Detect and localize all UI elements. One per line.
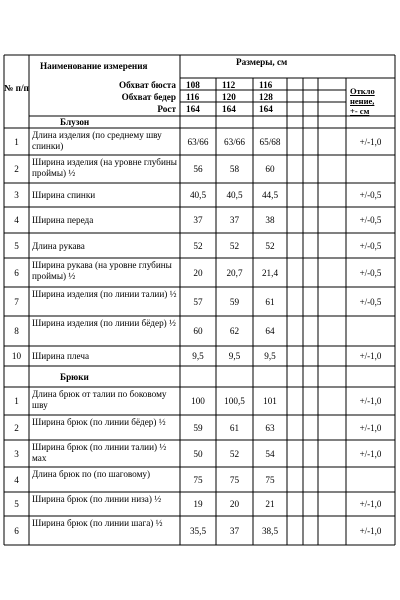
deviation-value: +/-1,0 (359, 525, 382, 536)
deviation-header-line-2: нение, (350, 96, 375, 106)
measurement-name: Ширина брюк (по линии бёдер) ½ (32, 417, 166, 427)
size-value-1: 100 (191, 396, 205, 406)
measurement-name: Ширина изделия (на уровне глубины проймы) ½ (32, 157, 177, 178)
section-title-blouse: Блузон (60, 117, 90, 127)
size-value-1: 35,5 (189, 525, 207, 536)
size-value-2: 20 (229, 499, 240, 509)
measurement-name: Ширина рукава (на уровне глубины проймы) ½ (32, 260, 172, 281)
size-value-2: 58 (229, 164, 240, 174)
measure-label-height: Рост (157, 104, 176, 114)
row-number: 4 (14, 474, 19, 485)
size-value-1: 56 (193, 164, 203, 174)
size-value-3: 38 (265, 215, 275, 225)
size-value-2: 9,5 (228, 351, 241, 361)
measurement-name: Ширина плеча (32, 351, 90, 361)
size-value-3: 63 (265, 422, 275, 433)
size-value-1: 59 (193, 422, 203, 433)
deviation-value: +/-0,5 (359, 267, 382, 278)
measurement-name: Ширина изделия (по линии талии) ½ (32, 289, 177, 299)
size-value-1: 52 (193, 240, 203, 251)
size-value-2: 37 (229, 215, 240, 225)
deviation-value: +/-1,0 (359, 351, 382, 361)
size-value-1: 75 (193, 474, 203, 485)
measurement-name: Ширина переда (32, 215, 94, 225)
size-value-3: 52 (265, 240, 275, 251)
row-number: 3 (14, 448, 19, 459)
measure-label-hips: Обхват бедер (121, 92, 176, 102)
measure-height-size-1: 164 (186, 104, 200, 114)
row-number: 6 (14, 267, 19, 278)
size-value-3: 9,5 (264, 351, 276, 361)
row-number: 4 (14, 215, 19, 225)
no-column-header: № п/п (4, 83, 29, 93)
measurement-name: Ширина изделия (по линии бёдер) ½ (32, 318, 176, 328)
deviation-value: +/-1,0 (359, 136, 382, 147)
row-number: 7 (14, 296, 19, 307)
row-number: 8 (14, 326, 19, 336)
row-number: 3 (14, 190, 19, 200)
size-value-2: 100,5 (224, 396, 245, 406)
measurement-name: Длина изделия (по среднему шву спинки) (32, 130, 162, 151)
size-value-2: 63/66 (224, 136, 245, 147)
deviation-value: +/-1,0 (359, 448, 382, 459)
size-value-2: 52 (229, 240, 240, 251)
size-value-2: 75 (229, 474, 240, 485)
size-value-3: 64 (265, 326, 275, 336)
deviation-column-header (350, 86, 394, 116)
size-value-3: 21,4 (261, 267, 279, 278)
measure-height-size-2: 164 (222, 104, 236, 114)
section-title-trousers: Брюки (60, 372, 89, 382)
measurement-name: Длина рукава (32, 240, 85, 251)
deviation-value: +/-0,5 (359, 190, 382, 200)
measure-label-bust: Обхват бюста (118, 80, 176, 90)
measurement-name: Ширина брюк (по линии талии) ½ мах (32, 442, 167, 463)
size-value-2: 62 (229, 326, 240, 336)
deviation-header-line-1: Откло (350, 86, 375, 96)
size-value-1: 37 (193, 215, 203, 225)
size-value-3: 54 (265, 448, 275, 459)
size-value-3: 38,5 (261, 525, 279, 536)
row-number: 6 (14, 525, 19, 536)
size-value-1: 9,5 (192, 351, 204, 361)
measurement-name: Ширина брюк (по линии низа) ½ (32, 494, 162, 504)
row-number: 10 (11, 351, 22, 361)
deviation-value: +/-1,0 (359, 499, 382, 509)
size-value-3: 101 (263, 396, 277, 406)
row-number: 1 (14, 396, 19, 406)
deviation-header-line-3: +- см (350, 106, 370, 116)
measure-hips-size-2: 120 (222, 92, 236, 102)
row-number: 2 (14, 422, 19, 433)
measure-hips-size-1: 116 (186, 92, 200, 102)
deviation-value: +/-1,0 (359, 422, 382, 433)
sizes-title: Размеры, см (236, 57, 288, 67)
measure-height-size-3: 164 (259, 104, 273, 114)
size-value-2: 37 (229, 525, 240, 536)
size-value-2: 40,5 (226, 190, 243, 200)
size-value-1: 57 (193, 296, 203, 307)
deviation-value: +/-0,5 (359, 215, 382, 225)
size-value-1: 20 (193, 267, 203, 278)
size-value-1: 50 (193, 448, 203, 459)
row-number: 1 (14, 136, 19, 147)
measure-hips-size-3: 128 (259, 92, 273, 102)
measurement-name: Ширина брюк (по линии шага) ½ (32, 518, 163, 528)
measurement-name: Длина брюк от талии по боковому шву (32, 389, 167, 410)
deviation-value: +/-0,5 (359, 240, 382, 251)
row-number: 2 (14, 164, 19, 174)
measurement-name: Ширина спинки (32, 190, 96, 200)
size-value-3: 65/68 (259, 136, 281, 147)
size-value-2: 59 (229, 296, 240, 307)
deviation-value: +/-0,5 (359, 296, 382, 307)
size-value-2: 61 (229, 422, 240, 433)
measure-bust-size-3: 116 (259, 80, 273, 90)
size-value-2: 20,7 (226, 267, 243, 278)
size-value-1: 19 (193, 499, 203, 509)
size-value-3: 75 (265, 474, 275, 485)
row-number: 5 (14, 499, 19, 509)
deviation-value: +/-1,0 (359, 396, 382, 406)
size-value-3: 21 (265, 499, 275, 509)
size-value-3: 60 (265, 164, 275, 174)
measure-bust-size-2: 112 (222, 80, 236, 90)
size-value-3: 61 (265, 296, 275, 307)
measurement-name: Длина брюк по (по шаговому) (32, 469, 151, 479)
size-value-3: 44,5 (261, 190, 279, 200)
measure-bust-size-1: 108 (186, 80, 200, 90)
size-value-1: 63/66 (187, 136, 209, 147)
size-value-1: 60 (193, 326, 203, 336)
size-value-2: 52 (229, 448, 240, 459)
row-number: 5 (14, 240, 19, 251)
name-column-header: Наименование измерения (40, 61, 148, 71)
size-value-1: 40,5 (189, 190, 207, 200)
